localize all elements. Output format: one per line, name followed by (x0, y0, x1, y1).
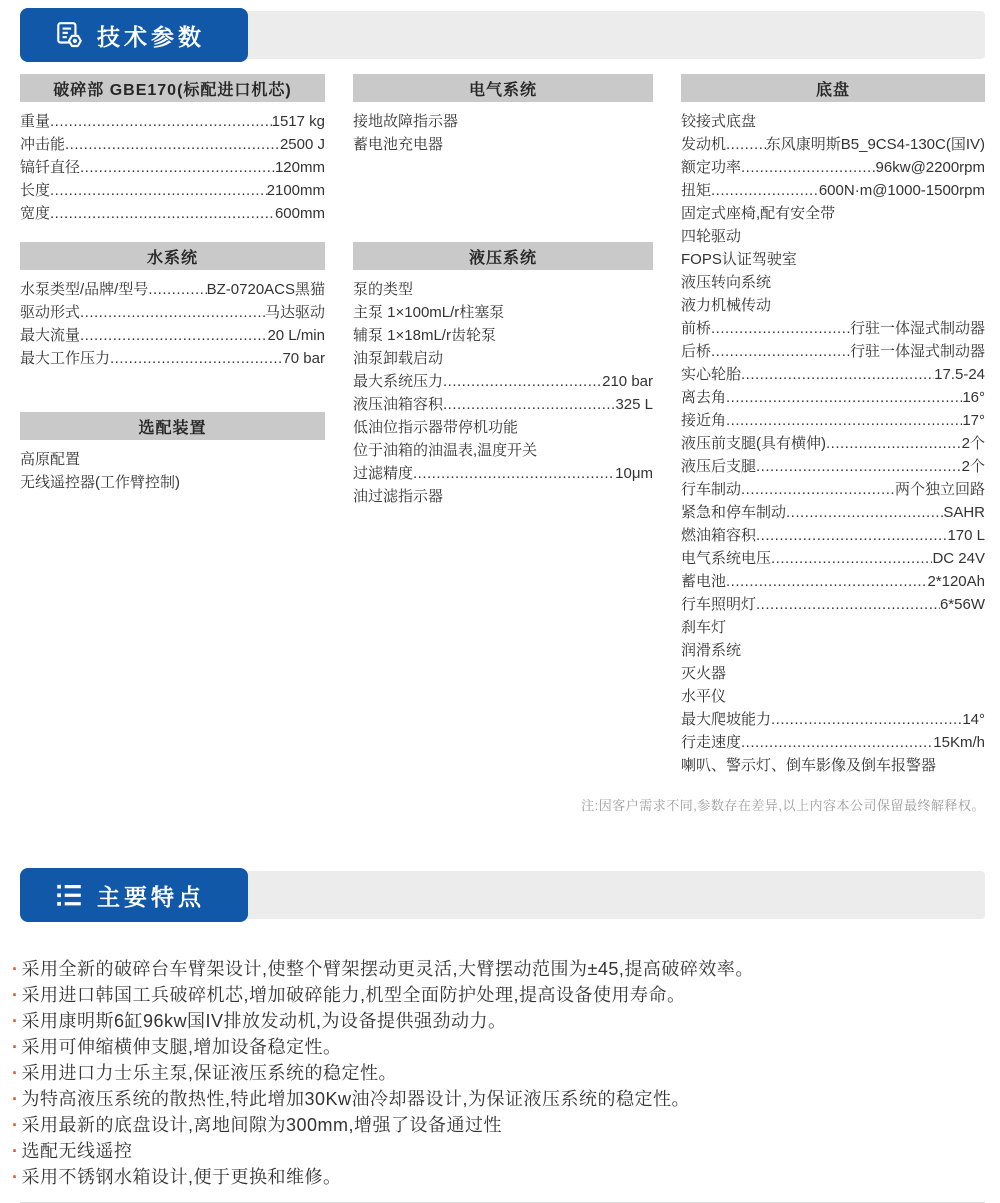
spec-row (681, 202, 985, 225)
dot-leader (110, 347, 282, 370)
spec-row (681, 248, 985, 271)
dot-leader (826, 432, 962, 455)
spec-rows (353, 110, 653, 156)
tech-params-title: 技术参数 (97, 23, 205, 50)
spec-text: 油过滤指示器 (353, 488, 444, 505)
spec-section (20, 242, 325, 370)
spec-text: 低油位指示器带停机功能 (353, 419, 519, 436)
spec-row (681, 639, 985, 662)
spec-value: 14° (962, 711, 985, 728)
spec-row (681, 271, 985, 294)
spec-row (20, 448, 325, 471)
dot-leader (726, 409, 962, 432)
dot-leader (50, 110, 272, 133)
spec-value: 东风康明斯B5_9CS4-130C(国IV) (765, 136, 985, 153)
spec-text: 铰接式底盘 (681, 113, 757, 130)
feature-list-icon (54, 880, 84, 910)
spec-value: 17° (962, 412, 985, 429)
dot-leader (741, 731, 933, 754)
tech-params-banner (20, 8, 985, 62)
banner-tail-bar (220, 871, 985, 919)
spec-value: 6*56W (939, 596, 985, 613)
spec-row (353, 324, 653, 347)
features-banner (20, 868, 985, 922)
spec-row (353, 416, 653, 439)
spec-row (20, 278, 325, 301)
spec-label: 行车照明灯 (681, 596, 757, 613)
dot-leader (726, 133, 766, 156)
spec-value: 15Km/h (933, 734, 985, 751)
spec-row (20, 324, 325, 347)
spec-value: 600N·m@1000-1500rpm (818, 182, 985, 199)
dot-leader (756, 593, 940, 616)
spec-value: 170 L (947, 527, 985, 544)
dot-leader (50, 179, 267, 202)
dot-leader (65, 133, 280, 156)
spec-label: 蓄电池 (681, 573, 727, 590)
spec-row (20, 202, 325, 225)
spec-row (353, 278, 653, 301)
dot-leader (711, 179, 819, 202)
spec-row (20, 301, 325, 324)
dot-leader (443, 370, 602, 393)
spec-text: 固定式座椅,配有安全带 (681, 205, 836, 222)
spec-row (681, 225, 985, 248)
spec-row (681, 110, 985, 133)
spec-text: 润滑系统 (681, 642, 742, 659)
spec-rows (353, 278, 653, 508)
spec-row (353, 347, 653, 370)
spec-value: 120mm (274, 159, 325, 176)
spec-row (681, 156, 985, 179)
spec-label: 电气系统电压 (681, 550, 772, 567)
spec-label: 镐钎直径 (20, 159, 81, 176)
spec-row (353, 110, 653, 133)
spec-label: 水泵类型/品牌/型号 (20, 281, 149, 298)
banner-tail-bar (220, 11, 985, 59)
spec-text: 灭火器 (681, 665, 727, 682)
tech-params-banner-chip (20, 8, 248, 62)
spec-value: 10μm (615, 465, 653, 482)
feature-item: · 采用进口韩国工兵破碎机芯,增加破碎能力,机型全面防护处理,提高设备使用寿命。 (12, 982, 985, 1008)
features-list (12, 956, 985, 1190)
spec-label: 液压前支腿(具有横伸) (681, 435, 826, 452)
spec-row (681, 570, 985, 593)
spec-label: 驱动形式 (20, 304, 81, 321)
spec-row (20, 133, 325, 156)
section-title: 液压系统 (353, 242, 653, 270)
spec-value: 20 L/min (267, 327, 325, 344)
feature-item: · 采用不锈钢水箱设计,便于更换和维修。 (12, 1164, 985, 1190)
dot-leader (756, 524, 947, 547)
spec-value: 16° (962, 389, 985, 406)
spec-value: BZ-0720ACS黑猫 (206, 281, 325, 298)
spec-value: 行驻一体湿式制动器 (849, 320, 985, 337)
spec-row (681, 133, 985, 156)
spec-column-electric-hydraulic (353, 74, 653, 508)
spec-row (353, 439, 653, 462)
spec-label: 紧急和停车制动 (681, 504, 787, 521)
spec-value: DC 24V (932, 550, 985, 567)
dot-leader (741, 156, 876, 179)
dot-leader (50, 202, 275, 225)
spec-value: 210 bar (602, 373, 653, 390)
spec-row (681, 524, 985, 547)
spec-row (353, 370, 653, 393)
spec-value: 2*120Ah (927, 573, 985, 590)
dot-leader (80, 301, 265, 324)
spec-value: 马达驱动 (264, 304, 325, 321)
spec-row (681, 662, 985, 685)
spec-text: 液压转向系统 (681, 274, 772, 291)
spec-value: SAHR (943, 504, 985, 521)
spec-row (681, 363, 985, 386)
dot-leader (711, 317, 850, 340)
section-title: 底盘 (681, 74, 985, 102)
spec-value: 行驻一体湿式制动器 (849, 343, 985, 360)
spec-section (353, 74, 653, 156)
dot-leader (711, 340, 850, 363)
spec-label: 液压后支腿 (681, 458, 757, 475)
section-title: 电气系统 (353, 74, 653, 102)
spec-value: 1517 kg (271, 113, 325, 130)
spec-label: 宽度 (20, 205, 51, 222)
spec-label: 发动机 (681, 136, 727, 153)
spec-text: 辅泵 1×18mL/r齿轮泵 (353, 327, 496, 344)
spec-document-icon (54, 20, 84, 50)
spec-label: 行车制动 (681, 481, 742, 498)
spec-label: 接近角 (681, 412, 727, 429)
spec-column-chassis (681, 74, 985, 777)
feature-item: · 采用进口力士乐主泵,保证液压系统的稳定性。 (12, 1060, 985, 1086)
spec-value: 600mm (274, 205, 325, 222)
spec-section (20, 412, 325, 494)
feature-item: · 采用最新的底盘设计,离地间隙为300mm,增强了设备通过性 (12, 1112, 985, 1138)
spec-label: 最大工作压力 (20, 350, 111, 367)
spec-text: 无线遥控器(工作臂控制) (20, 474, 180, 491)
spec-value: 2个 (961, 458, 985, 475)
spec-section (681, 74, 985, 777)
spec-text: 接地故障指示器 (353, 113, 459, 130)
features-title: 主要特点 (97, 883, 205, 910)
spec-row (681, 593, 985, 616)
spec-row (681, 317, 985, 340)
spec-row (20, 179, 325, 202)
spec-text: 蓄电池充电器 (353, 136, 444, 153)
spec-label: 最大系统压力 (353, 373, 444, 390)
spec-row (20, 156, 325, 179)
spec-column-breaker (20, 74, 325, 494)
spec-value: 70 bar (282, 350, 325, 367)
spec-row (681, 731, 985, 754)
spec-row (681, 340, 985, 363)
spec-text: 喇叭、警示灯、倒车影像及倒车报警器 (681, 757, 937, 774)
spec-rows (681, 110, 985, 777)
spec-row (681, 754, 985, 777)
spec-label: 长度 (20, 182, 51, 199)
dot-leader (771, 708, 962, 731)
spec-label: 额定功率 (681, 159, 742, 176)
spec-row (681, 501, 985, 524)
spec-text: 水平仪 (681, 688, 727, 705)
spec-value: 2500 J (279, 136, 325, 153)
spec-label: 最大爬坡能力 (681, 711, 772, 728)
feature-item: · 采用可伸缩横伸支腿,增加设备稳定性。 (12, 1034, 985, 1060)
spec-row (20, 347, 325, 370)
dot-leader (80, 324, 267, 347)
spec-row (353, 393, 653, 416)
spec-text: FOPS认证驾驶室 (681, 251, 797, 268)
section-title: 选配装置 (20, 412, 325, 440)
spec-row (681, 386, 985, 409)
features-banner-chip (20, 868, 248, 922)
section-title: 水系统 (20, 242, 325, 270)
spec-label: 过滤精度 (353, 465, 414, 482)
feature-item: · 采用全新的破碎台车臂架设计,使整个臂架摆动更灵活,大臂摆动范围为±45,提高破碎效率。 (12, 956, 985, 982)
spec-row (20, 110, 325, 133)
spec-section (353, 242, 653, 508)
spec-text: 液力机械传动 (681, 297, 772, 314)
spec-value: 96kw@2200rpm (875, 159, 985, 176)
disclaimer-note: 注:因客户需求不同,参数存在差异,以上内容本公司保留最终解释权。 (581, 798, 985, 813)
spec-value: 325 L (615, 396, 653, 413)
spec-label: 最大流量 (20, 327, 81, 344)
spec-text: 刹车灯 (681, 619, 727, 636)
spec-text: 四轮驱动 (681, 228, 742, 245)
dot-leader (756, 455, 962, 478)
spec-row (681, 409, 985, 432)
spec-rows (20, 110, 325, 225)
spec-row (353, 301, 653, 324)
spec-value: 两个独立回路 (894, 481, 985, 498)
spec-label: 扭矩 (681, 182, 712, 199)
feature-item: · 选配无线遥控 (12, 1138, 985, 1164)
spec-row (681, 616, 985, 639)
dot-leader (726, 570, 927, 593)
feature-item: · 采用康明斯6缸96kw国IV排放发动机,为设备提供强劲动力。 (12, 1008, 985, 1034)
dot-leader (148, 278, 206, 301)
spec-label: 冲击能 (20, 136, 66, 153)
feature-item: · 为特高液压系统的散热性,特此增加30Kw油冷却器设计,为保证液压系统的稳定性。 (12, 1086, 985, 1112)
spec-rows (20, 448, 325, 494)
spec-row (681, 478, 985, 501)
dot-leader (741, 478, 895, 501)
spec-row (681, 685, 985, 708)
spec-text: 油泵卸载启动 (353, 350, 444, 367)
spec-value: 2100mm (266, 182, 325, 199)
dot-leader (771, 547, 932, 570)
spec-text: 主泵 1×100mL/r柱塞泵 (353, 304, 505, 321)
dot-leader (80, 156, 275, 179)
spec-columns (20, 74, 985, 777)
spec-row (681, 432, 985, 455)
spec-row (20, 471, 325, 494)
spec-row (353, 133, 653, 156)
spec-row (681, 179, 985, 202)
spec-label: 实心轮胎 (681, 366, 742, 383)
dot-leader (741, 363, 934, 386)
spec-row (353, 485, 653, 508)
spec-label: 燃油箱容积 (681, 527, 757, 544)
dot-leader (413, 462, 615, 485)
section-title: 破碎部 GBE170(标配进口机芯) (20, 74, 325, 102)
dot-leader (786, 501, 943, 524)
dot-leader (443, 393, 615, 416)
spec-label: 液压油箱容积 (353, 396, 444, 413)
spec-row (681, 294, 985, 317)
spec-label: 行走速度 (681, 734, 742, 751)
spec-row (681, 708, 985, 731)
spec-text: 泵的类型 (353, 281, 414, 298)
spec-section (20, 74, 325, 225)
spec-text: 位于油箱的油温表,温度开关 (353, 442, 538, 459)
spec-label: 后桥 (681, 343, 712, 360)
spec-label: 离去角 (681, 389, 727, 406)
spec-rows (20, 278, 325, 370)
spec-label: 前桥 (681, 320, 712, 337)
spec-value: 17.5-24 (934, 366, 985, 383)
spec-text: 高原配置 (20, 451, 81, 468)
spec-label: 重量 (20, 113, 51, 130)
spec-value: 2个 (961, 435, 985, 452)
spec-row (681, 455, 985, 478)
dot-leader (726, 386, 962, 409)
spec-row (681, 547, 985, 570)
spec-row (353, 462, 653, 485)
